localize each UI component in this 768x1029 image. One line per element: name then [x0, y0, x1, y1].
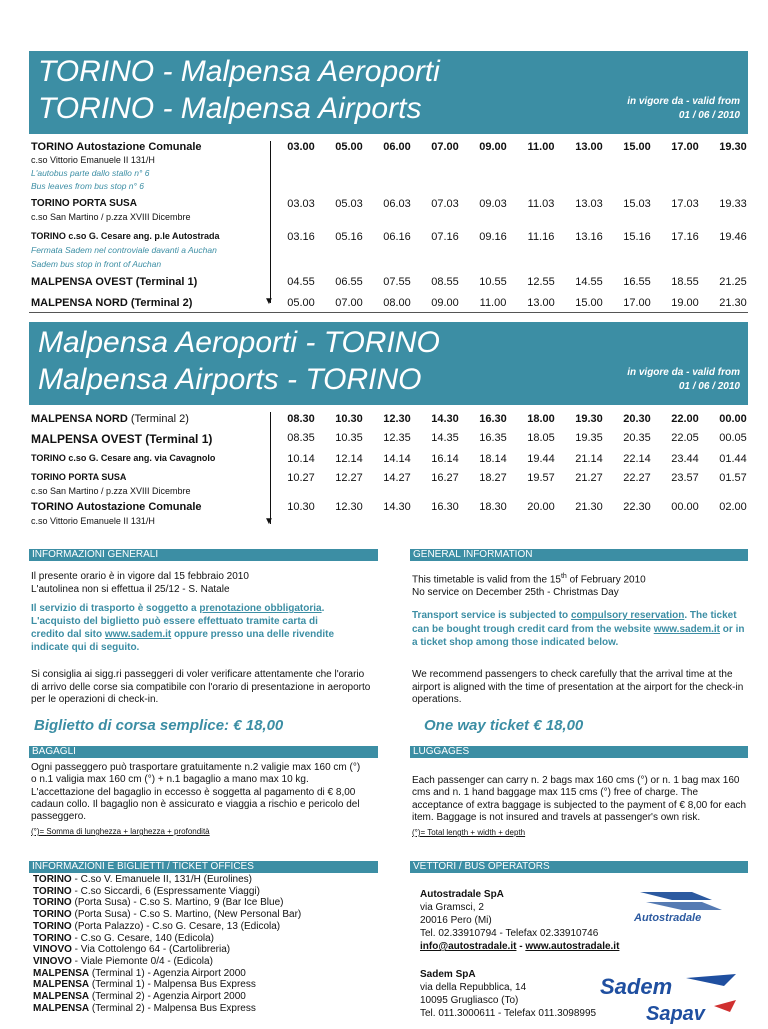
- offices-heading: INFORMAZIONI E BIGLIETTI / TICKET OFFICES: [29, 861, 378, 873]
- list-item: MALPENSA (Terminal 2) - Malpensa Bus Express: [33, 1002, 256, 1014]
- inbound-title-it: Malpensa Aeroporti - TORINO: [38, 326, 440, 359]
- list-item: VINOVO - Via Cottolengo 64 - (Cartolibreria): [33, 944, 231, 956]
- stop-name: TORINO PORTA SUSA: [31, 472, 127, 482]
- bagagli-footnote: (°)= Somma di lunghezza + larghezza + profondità: [31, 827, 210, 836]
- stop-address: c.so Vittorio Emanuele II 131/H: [31, 516, 155, 526]
- outbound-title-en: TORINO - Malpensa Airports: [38, 92, 422, 125]
- stop-times: 10.27 12.27 14.27 16.27 18.27 19.57 21.27 22.27 23.57 01.57: [287, 472, 747, 484]
- stop-times: 10.14 12.14 14.14 16.14 18.14 19.44 21.14 22.14 23.44 01.44: [287, 453, 747, 465]
- valid-date: 01 / 06 / 2010: [678, 110, 740, 121]
- list-item: MALPENSA (Terminal 1) - Agenzia Airport 2000: [33, 967, 246, 979]
- svg-text:Autostradale: Autostradale: [634, 912, 702, 924]
- inbound-valid-from: [627, 366, 740, 394]
- info-en-p3: We recommend passengers to check carefully that the arrival time at the airport is aligned with the time of presentation at the airport for the check-in operations.: [412, 669, 744, 705]
- luggages-text: Each passenger can carry n. 2 bags max 160 cms (°) or n. 1 bag max 160 cms and n. 1 hand baggage max 115 cms (°) free of charge. The acceptance of extra baggage is subjected to the payment of € 8,00 for each item. Baggage is not insured and travels at passenger's own risk.: [412, 775, 747, 823]
- stop-times: 08.30 10.30 12.30 14.30 16.30 18.00 19.30 20.30 22.00 00.00: [287, 413, 747, 425]
- stop-times: 03.00 05.00 06.00 07.00 09.00 11.00 13.00 15.00 17.00 19.30: [287, 141, 747, 153]
- list-item: TORINO - C.so G. Cesare, 140 (Edicola): [33, 932, 214, 944]
- info-en-heading: GENERAL INFORMATION: [410, 549, 748, 561]
- sadem-website-link[interactable]: www.sadem.it: [653, 623, 721, 635]
- autostradale-logo: [632, 886, 742, 926]
- stop-name: TORINO Autostazione Comunale: [31, 141, 202, 153]
- stop-name: MALPENSA OVEST (Terminal 1): [31, 432, 213, 446]
- info-it-p3: Si consiglia ai sigg.ri passeggeri di voler verificare attentamente che l'orario di arrivo delle corse sia compatibile con l'orario di presentazione in aeroporto per le operazioni di check-in.: [31, 669, 371, 705]
- ticket-price-it: Biglietto di corsa semplice: € 18,00: [34, 717, 284, 734]
- outbound-direction-line: [270, 141, 271, 303]
- svg-text:Sadem: Sadem: [600, 974, 673, 999]
- luggages-footnote: (°)= Total length + width + depth: [412, 828, 526, 837]
- inbound-title-en: Malpensa Airports - TORINO: [38, 363, 422, 396]
- inbound-direction-line: [270, 412, 271, 524]
- ticket-price-en: One way ticket € 18,00: [424, 717, 584, 734]
- info-it-heading: INFORMAZIONI GENERALI: [29, 549, 378, 561]
- outbound-banner: [29, 51, 748, 134]
- stop-address: c.so San Martino / p.zza XVIII Dicembre: [31, 486, 191, 496]
- outbound-divider: [29, 312, 748, 313]
- outbound-title-it: TORINO - Malpensa Aeroporti: [38, 55, 440, 88]
- outbound-valid-from: [627, 95, 740, 123]
- stop-times: 03.03 05.03 06.03 07.03 09.03 11.03 13.03 15.03 17.03 19.33: [287, 198, 747, 210]
- info-it-p1: Il presente orario è in vigore dal 15 febbraio 2010 L'autolinea non si effettua il 25/12 - S. Natale: [31, 571, 249, 595]
- stop-name: MALPENSA NORD (Terminal 2): [31, 413, 189, 425]
- info-en-p2: Transport service is subjected to compulsory reservation. The ticket can be bought trough credit card from the website www.sadem.it or in a ticket shop among those indicated below.: [412, 610, 745, 648]
- bagagli-heading: BAGAGLI: [29, 746, 378, 758]
- list-item: TORINO (Porta Palazzo) - C.so G. Cesare, 13 (Edicola): [33, 920, 281, 932]
- info-en-p1: This timetable is valid from the 15th of February 2010 No service on December 25th - Christmas Day: [412, 573, 646, 598]
- stop-times: 10.30 12.30 14.30 16.30 18.30 20.00 21.30 22.30 00.00 02.00: [287, 501, 747, 513]
- svg-text:Sapav: Sapav: [646, 1003, 705, 1024]
- list-item: MALPENSA (Terminal 2) - Agenzia Airport 2000: [33, 991, 246, 1003]
- stop-name: TORINO c.so G. Cesare ang. p.le Autostrada: [31, 231, 220, 241]
- stop-name: TORINO PORTA SUSA: [31, 198, 137, 209]
- stop-times: 05.00 07.00 08.00 09.00 11.00 13.00 15.00 17.00 19.00 21.30: [287, 297, 747, 309]
- list-item: TORINO (Porta Susa) - C.so S. Martino, (New Personal Bar): [33, 909, 302, 921]
- operator-autostradale: Autostradale SpA via Gramsci, 2 20016 Pero (Mi) Tel. 02.33910794 - Telefax 02.33910746 info@autostradale.it - www.autostradale.it: [420, 889, 620, 952]
- stop-note-it: Fermata Sadem nel controviale davanti a Auchan: [31, 245, 217, 255]
- valid-label: in vigore da - valid from: [627, 96, 740, 107]
- arrow-down-icon: ▼: [264, 516, 274, 527]
- reservation-link[interactable]: prenotazione obbligatoria: [199, 603, 322, 614]
- operator-sadem: Sadem SpA via della Repubblica, 14 10095 Grugliasco (To) Tel. 011.3000611 - Telefax 011.3098995: [420, 969, 597, 1019]
- list-item: TORINO - C.so Siccardi, 6 (Espressamente Viaggi): [33, 885, 260, 897]
- operators-heading: VETTORI / BUS OPERATORS: [410, 861, 748, 873]
- list-item: VINOVO - Viale Piemonte 0/4 - (Edicola): [33, 955, 213, 967]
- operator-name: Autostradale SpA: [420, 889, 504, 900]
- stop-name: TORINO Autostazione Comunale: [31, 501, 202, 513]
- offices-list: [33, 874, 301, 1014]
- valid-date: 01 / 06 / 2010: [678, 381, 740, 392]
- info-it-p2: Il servizio di trasporto è soggetto a prenotazione obbligatoria. L'acquisto del biglietto può essere effettuato tramite carta di credito dal sito www.sadem.it oppure presso una delle rivendite indicate qui di seguito.: [31, 603, 335, 653]
- bagagli-text: Ogni passeggero può trasportare gratuitamente n.2 valigie max 160 cm (°) o n.1 valigia max 160 cm (°) + n.1 bagaglio a mano max 10 kg. L'accettazione del bagaglio in eccesso è soggetta al pagamento di € 8,00 cadaun collo. Il bagaglio non è assicurato e viaggia a rischio e pericolo del passeggero.: [31, 762, 361, 823]
- stop-address: c.so San Martino / p.zza XVIII Dicembre: [31, 212, 191, 222]
- arrow-down-icon: ▼: [264, 296, 274, 307]
- list-item: TORINO - C.so V. Emanuele II, 131/H (Eurolines): [33, 874, 252, 885]
- stop-times: 03.16 05.16 06.16 07.16 09.16 11.16 13.16 15.16 17.16 19.46: [287, 231, 747, 243]
- stop-name: MALPENSA NORD (Terminal 2): [31, 297, 193, 309]
- operator-name: Sadem SpA: [420, 969, 476, 980]
- luggages-heading: LUGGAGES: [410, 746, 748, 758]
- valid-label: in vigore da - valid from: [627, 367, 740, 378]
- stop-address: c.so Vittorio Emanuele II 131/H: [31, 155, 155, 165]
- sadem-website-link[interactable]: www.sadem.it: [104, 629, 172, 640]
- stop-note-en: Sadem bus stop in front of Auchan: [31, 259, 162, 269]
- stop-times: 04.55 06.55 07.55 08.55 10.55 12.55 14.55 16.55 18.55 21.25: [287, 276, 747, 288]
- inbound-banner: [29, 322, 748, 405]
- autostradale-website-link[interactable]: www.autostradale.it: [525, 941, 620, 952]
- stop-name: MALPENSA OVEST (Terminal 1): [31, 276, 198, 288]
- list-item: MALPENSA (Terminal 1) - Malpensa Bus Express: [33, 979, 256, 991]
- stop-note-it: L'autobus parte dallo stallo n° 6: [31, 168, 150, 178]
- stop-times: 08.35 10.35 12.35 14.35 16.35 18.05 19.35 20.35 22.05 00.05: [287, 432, 747, 444]
- sadem-sapav-logo: [596, 972, 746, 1024]
- autostradale-email-link[interactable]: info@autostradale.it: [420, 941, 517, 952]
- stop-name: TORINO c.so G. Cesare ang. via Cavagnolo: [31, 453, 216, 463]
- reservation-link[interactable]: compulsory reservation: [570, 610, 685, 621]
- list-item: TORINO (Porta Susa) - C.so S. Martino, 9 (Bar Ice Blue): [33, 897, 284, 909]
- stop-note-en: Bus leaves from bus stop n° 6: [31, 181, 145, 191]
